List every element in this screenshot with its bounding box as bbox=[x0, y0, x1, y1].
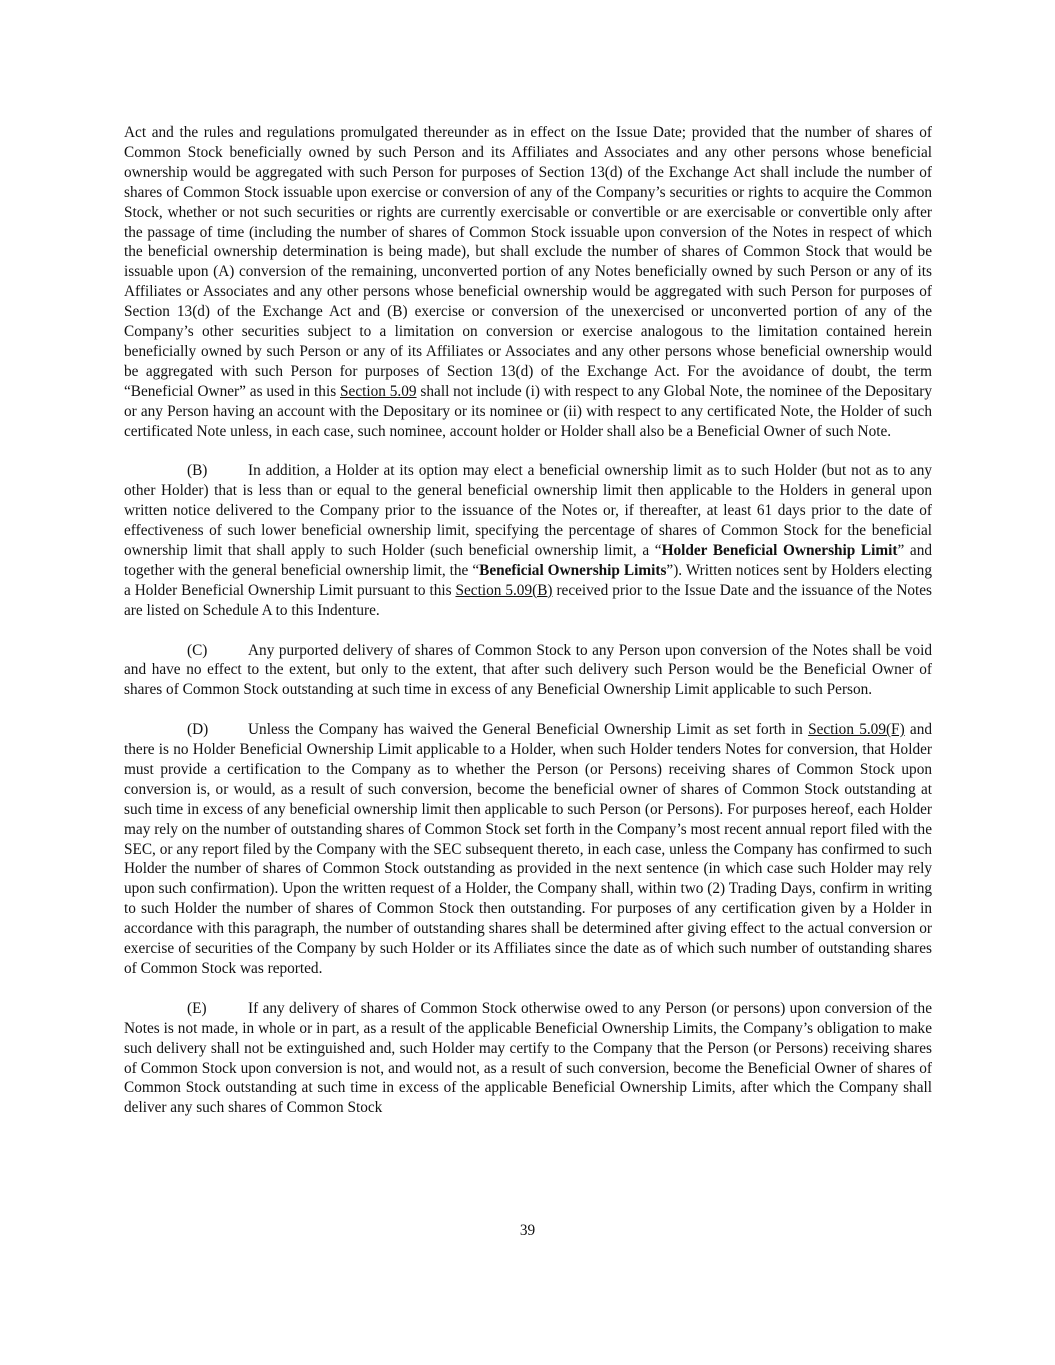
text-run: Any purported delivery of shares of Common Stock to any Person upon conversion of the Notes shall be void and have no effect to the extent, but only to the extent, that after such delivery such Person would be the Beneficial Owner of shares of Common Stock outstanding at such time in excess of any Beneficial Ownership Limit applicable to such Person. bbox=[124, 641, 932, 699]
text-run: Unless the Company has waived the General Beneficial Ownership Limit as set forth in bbox=[248, 721, 809, 739]
text-run: If any delivery of shares of Common Stock otherwise owed to any Person (or persons) upon conversion of the Notes is not made, in whole or in part, as a result of the applicable Beneficial Ownership Limits, the Company’s obligation to make such delivery shall not be extinguished and, such Holder may certify to the Company that the Person (or Persons) receiving shares of Common Stock upon conversion is not, and would not, as a result of such conversion, become the Beneficial Owner of shares of Common Stock outstanding at such time in excess of the applicable Beneficial Ownership Limits, after which the Company shall deliver any such shares of Common Stock bbox=[124, 999, 932, 1117]
paragraph-label: (D) bbox=[187, 721, 209, 739]
text-run: ”). Written notices sent by Holders electing a Holder Beneficial Ownership Limit pursuant to this bbox=[124, 561, 932, 599]
text-run: received prior to the Issue Date and the issuance of the Notes are listed on Schedule A to this Indenture. bbox=[124, 581, 933, 619]
section-reference: Section 5.09(F) bbox=[808, 721, 905, 739]
document-page bbox=[124, 123, 932, 1138]
paragraph-continued bbox=[124, 123, 932, 442]
paragraph-b bbox=[124, 461, 932, 620]
section-reference: Section 5.09 bbox=[340, 382, 417, 400]
paragraph-d bbox=[124, 720, 932, 979]
paragraph-label: (E) bbox=[187, 999, 207, 1017]
text-run: In addition, a Holder at its option may elect a beneficial ownership limit as to such Holder (but not as to any other Holder) that is less than or equal to the general beneficial ownership limit then applicable to the Holders in general upon written notice delivered to the Company prior to the issuance of the Notes or, if thereafter, at least 61 days prior to the date of effectiveness of such lower beneficial ownership limit, specifying the percentage of shares of Common Stock for the beneficial ownership limit that shall apply to such Holder (such beneficial ownership limit, a “ bbox=[124, 462, 932, 560]
text-run: shall not include (i) with respect to any Global Note, the nominee of the Depositary or any Person having an account with the Depositary or its nominee or (ii) with respect to any certificated Note, the Holder of such certificated Note unless, in each case, such nominee, account holder or Holder shall also be a Beneficial Owner of such Note. bbox=[124, 382, 933, 440]
page-number: 39 bbox=[519, 1222, 536, 1239]
defined-term: Beneficial Ownership Limits bbox=[479, 561, 667, 579]
paragraph-e bbox=[124, 999, 932, 1118]
text-run: and there is no Holder Beneficial Ownership Limit applicable to a Holder, when such Holder tenders Notes for conversion, that Holder must provide a certification to the Company as to whether the Person (or Persons) receiving shares of Common Stock upon conversion is, or would, as a result of such conversion, become the beneficial owner of shares of Common Stock outstanding at such time in excess of any beneficial ownership limit then applicable to such Person (or Persons). For purposes hereof, each Holder may rely on the number of outstanding shares of Common Stock set forth in the Company’s most recent annual report filed with the SEC, or any report filed by the Company with the SEC subsequent thereto, in each case, unless the Company has confirmed to such Holder the number of shares of Common Stock outstanding as provided in the next sentence (in which case such Holder may rely upon such confirmation). Upon the written request of a Holder, the Company shall, within two (2) Trading Days, confirm in writing to such Holder the number of shares of Common Stock then outstanding. For purposes of any certification given by a Holder in accordance with this paragraph, the number of outstanding shares shall be determined after giving effect to the actual conversion or exercise of securities of the Company by such Holder or its Affiliates since the date as of which such number of outstanding shares of Common Stock was reported. bbox=[124, 721, 932, 978]
defined-term: Holder Beneficial Ownership Limit bbox=[661, 542, 898, 560]
paragraph-label: (C) bbox=[187, 641, 208, 659]
paragraph-label: (B) bbox=[187, 462, 208, 480]
text-run: Act and the rules and regulations promulgated thereunder as in effect on the Issue Date; provided that the number of shares of Common Stock beneficially owned by such Person and its Affiliates and Associates and any other persons whose beneficial ownership would be aggregated with such Person for purposes of Section 13(d) of the Exchange Act shall include the number of shares of Common Stock issuable upon exercise or conversion of any of the Company’s securities or rights to acquire the Common Stock, whether or not such securities or rights are currently exercisable or convertible or are exercisable or convertible only after the passage of time (including the number of shares of Common Stock issuable upon conversion of the Notes in respect of which the beneficial ownership determination is being made), but shall exclude the number of shares of Common Stock that would be issuable upon (A) conversion of the remaining, unconverted portion of any Notes beneficially owned by such Person or any of its Affiliates or Associates and any other persons whose beneficial ownership would be aggregated with such Person for purposes of Section 13(d) of the Exchange Act and (B) exercise or conversion of the unexercised or unconverted portion of any of the Company’s other securities subject to a limitation on conversion or exercise analogous to the limitation contained herein beneficially owned by such Person or any of its Affiliates or Associates and any other persons whose beneficial ownership would be aggregated with such Person for purposes of Section 13(d) of the Exchange Act. For the avoidance of doubt, the term “Beneficial Owner” as used in this bbox=[124, 124, 932, 400]
text-run: ” and together with the general beneficial ownership limit, the “ bbox=[124, 542, 932, 579]
paragraph-c bbox=[124, 641, 932, 701]
section-reference: Section 5.09(B) bbox=[455, 581, 553, 599]
